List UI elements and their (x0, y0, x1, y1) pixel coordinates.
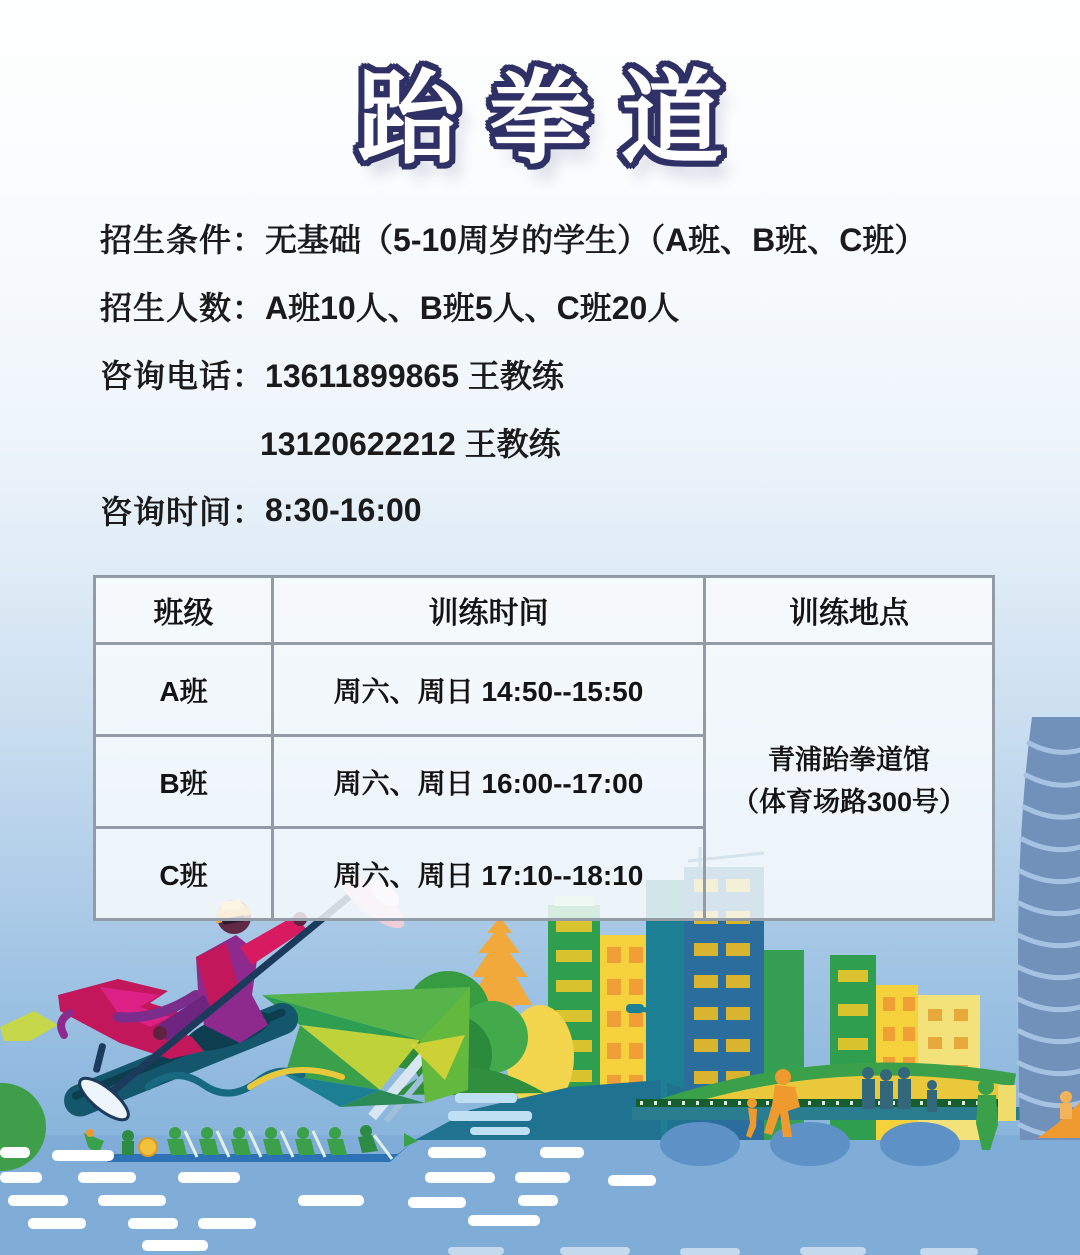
poster-title: 跆拳道 (357, 62, 753, 176)
hours-value: 8:30-16:00 (265, 491, 422, 528)
schedule-table (93, 575, 995, 921)
phone-label: 咨询电话： (100, 358, 266, 394)
phone-value-1: 13611899865 王教练 (265, 358, 564, 394)
phone-value-2: 13120622212 王教练 (260, 426, 561, 462)
info-line-phone-2 (100, 408, 1000, 476)
enrollment-label: 招生人数： (100, 290, 266, 326)
row-c-class-cell: C班 (95, 828, 273, 920)
header-time: 训练时间 (273, 577, 705, 644)
schedule-row-a (95, 644, 994, 736)
location-line-2: （体育场路300号） (731, 786, 967, 817)
row-b-class-cell: B班 (95, 736, 273, 828)
conditions-label: 招生条件： (100, 222, 266, 258)
header-location: 训练地点 (705, 577, 994, 644)
info-block (100, 204, 1000, 544)
row-a-class-cell: A班 (95, 644, 273, 736)
row-b-time-cell: 周六、周日 16:00--17:00 (273, 736, 705, 828)
enrollment-value: A班10人、B班5人、C班20人 (265, 290, 680, 326)
info-line-hours (100, 476, 1000, 544)
info-line-phone-1 (100, 340, 1000, 408)
location-line-1: 青浦跆拳道馆 (768, 744, 930, 775)
location-cell (705, 644, 994, 920)
conditions-value: 无基础（5-10周岁的学生）（A班、B班、C班） (265, 222, 927, 258)
row-a-time-cell: 周六、周日 14:50--15:50 (273, 644, 705, 736)
hours-label: 咨询时间： (100, 494, 266, 530)
schedule-header-row (95, 577, 994, 644)
row-c-time-cell: 周六、周日 17:10--18:10 (273, 828, 705, 920)
info-line-enrollment (100, 272, 1000, 340)
header-class: 班级 (95, 577, 273, 644)
info-line-conditions (100, 204, 1000, 272)
